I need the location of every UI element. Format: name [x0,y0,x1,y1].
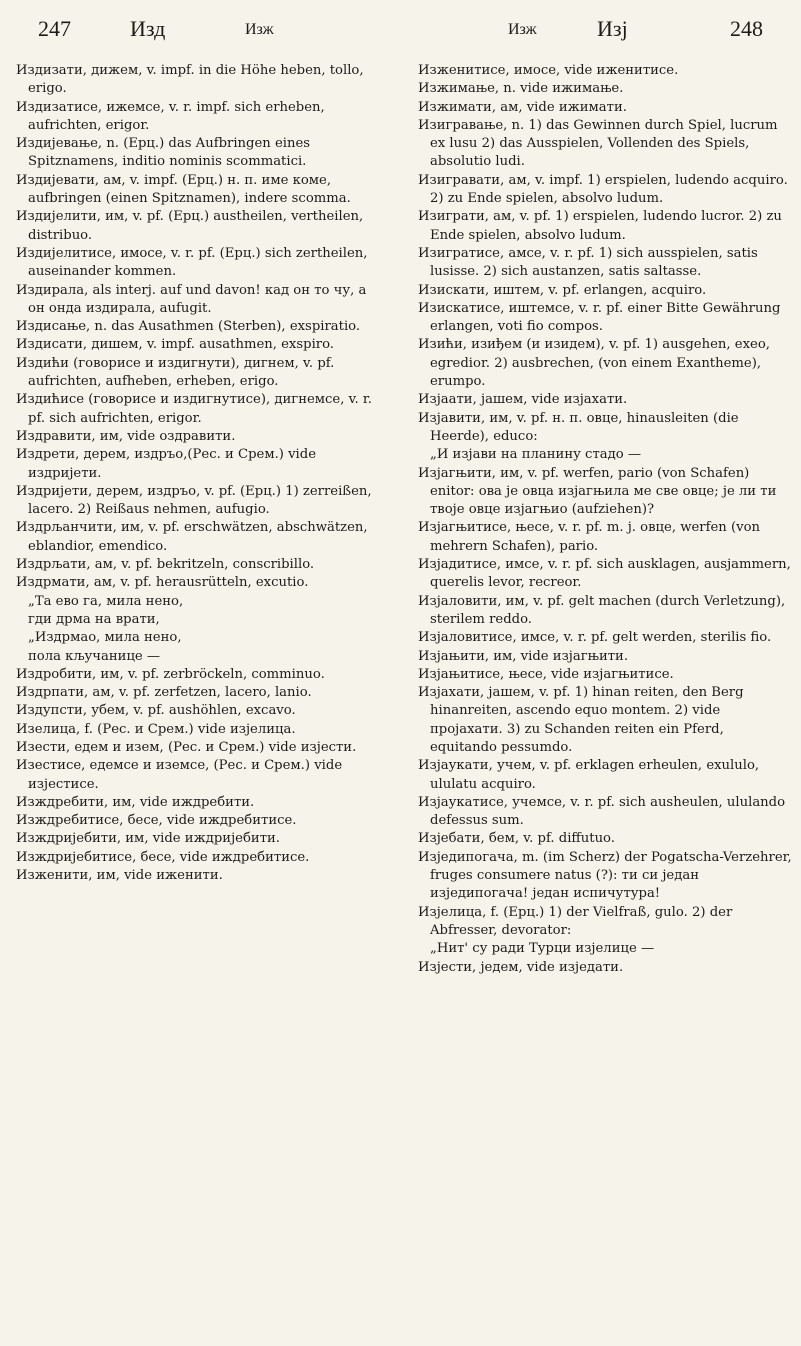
dictionary-entry: Издупсти, убем, v. pf. aushöhlen, excavo. [16,703,296,719]
dictionary-entry: Издићи (говорисе и издигнути), дигнем, v. pf. aufrichten, aufheben, erheben, erigo. [16,355,335,390]
dictionary-entry: Издробити, им, v. pf. zerbröckeln, comminuo. [16,666,325,682]
dictionary-entry: гди дрма на врати, [28,611,160,627]
dictionary-entry: Изјаукатисе, учемсе, v. r. pf. sich ausheulen, ululando defessus sum. [418,794,786,829]
dictionary-entry: Издрљанчити, им, v. pf. erschwätzen, abschwätzen, eblandior, emendico. [16,520,368,554]
dictionary-entry: Изискати, иштем, v. pf. erlangen, acquiro. [418,282,707,298]
dictionary-entry: „И изјави на планину стадо — [430,447,642,463]
dictionary-entry: „Та ево га, мила нено, [28,593,184,609]
dictionary-entry: Изждребитисе, бесе, vide иждребитисе. [16,813,297,829]
dictionary-entry: Издрљати, ам, v. pf. bekritzeln, conscribillo. [16,557,315,573]
dictionary-entry: Изједипогача, m. (im Scherz) der Pogatscha-Verzehrer, fruges consumere natus (?): ти си један изједипогача! један испичутура! [418,849,792,902]
dictionary-entry: Издисати, дишем, v. impf. ausathmen, exspiro. [16,337,334,353]
dictionary-entry: „Издрмао, мила нено, [28,630,182,646]
dictionary-entry: Изјадитисе, имсе, v. r. pf. sich ausklagen, ausjammern, querelis levor, recreor. [418,557,791,591]
dictionary-entry: Издисање, n. das Ausathmen (Sterben), exspiratio. [16,319,361,335]
dictionary-entry: Изјавити, им, v. pf. н. п. овце, hinausleiten (die Heerde), educo: [418,410,739,444]
dictionary-entry: Изјести, једем, vide изједати. [418,959,624,975]
dictionary-entry: Изјаукати, учем, v. pf. erklagen erheulen, exululo, ululatu acquiro. [418,758,760,792]
guide-word-right-2: Изј [597,16,628,41]
dictionary-entry: Издићисе (говорисе и издигнутисе), дигнемсе, v. r. pf. sich aufrichten, erigor. [16,392,372,426]
guide-word-left-2: Изж [245,21,274,38]
dictionary-entry: Изждребити, им, vide иждребити. [16,794,255,810]
dictionary-entry: Изждријебитисе, бесе, vide иждребитисе. [16,849,310,865]
guide-word-right-1: Изж [508,21,537,38]
dictionary-entry: Издијелитисе, имосе, v. r. pf. (Ерц.) sich zertheilen, auseinander kommen. [16,245,368,280]
dictionary-entry: Издравити, им, vide оздравити. [16,428,236,444]
dictionary-entry: Изјахати, јашем, v. pf. 1) hinan reiten, den Berg hinanreiten, ascendo equo montem. 2) vide пројахати. 3) zu Schanden reiten ein Pferd, equitando pessumdo. [418,685,744,755]
dictionary-entry: Изигравати, ам, v. impf. 1) erspielen, ludendo acquiro. 2) zu Ende spielen, absolvo ludum. [418,172,788,207]
dictionary-entry: Изелица, f. (Рес. и Срем.) vide изјелица. [16,721,296,737]
dictionary-entry: Изјањитисе, њесе, vide изјагњитисе. [418,666,674,682]
dictionary-entry: Изјелица, f. (Ерц.) 1) der Vielfraß, gulo. 2) der Abfresser, devorator: [418,904,733,938]
dictionary-entry: Изести, едем и изем, (Рес. и Срем.) vide изјести. [16,739,357,755]
dictionary-entry: Издрпати, ам, v. pf. zerfetzen, lacero, lanio. [16,685,312,701]
dictionary-entry: Изјебати, бем, v. pf. diffutuo. [418,831,615,847]
dictionary-entry: Издизатисе, ижемсе, v. r. impf. sich erheben, aufrichten, erigor. [16,99,325,133]
dictionary-entry: „Нит' су ради Турци изјелице — [430,941,655,957]
dictionary-entry: Издијелити, им, v. pf. (Ерц.) austheilen, vertheilen, distribuo. [16,209,364,243]
dictionary-entry: пола кључанице — [28,648,161,664]
dictionary-entry: Изигратисе, амсе, v. r. pf. 1) sich ausspielen, satis lusisse. 2) sich austanzen, satis saltasse. [418,245,758,280]
dictionary-entry: Изискатисе, иштемсе, v. r. pf. einer Bitte Gewährung erlangen, voti fio compos. [418,300,781,335]
right-column [416,62,794,1342]
dictionary-entry: Изићи, изиђем (и изидем), v. pf. 1) ausgehen, exeo, egredior. 2) ausbrechen, (von einem Exantheme), erumpo. [418,337,770,390]
dictionary-entry: Издријети, дерем, издръо, v. pf. (Ерц.) 1) zerreißen, lacero. 2) Reißaus nehmen, aufugio. [16,483,372,518]
dictionary-entry: Издирала, als interj. auf und davon! кад он то чу, а он онда издирала, aufugit. [16,282,367,316]
dictionary-entry: Изиграти, ам, v. pf. 1) erspielen, ludendo lucror. 2) zu Ende spielen, absolvo ludum. [418,209,782,243]
dictionary-entry: Изжимати, ам, vide ижимати. [418,99,627,115]
dictionary-entry: Изјаати, јашем, vide изјахати. [418,392,628,408]
dictionary-entry: Издијевати, ам, v. impf. (Ерц.) н. п. име коме, aufbringen (einen Spitznamen), indere scomma. [16,172,351,207]
dictionary-entry: Изјагњити, им, v. pf. werfen, pario (von Schafen) enitor: ова је овца изјагњила ме све овце; је ли ти твоје овце изјагњио (aufziehen)? [418,465,777,518]
dictionary-entry: Изжимање, n. vide ижимање. [418,81,624,97]
dictionary-entry: Изженитисе, имосе, vide иженитисе. [418,63,679,78]
page-number-left: 247 [38,16,71,41]
dictionary-entry: Изјаловитисе, имсе, v. r. pf. gelt werden, sterilis fio. [418,630,772,646]
dictionary-entry: Изјагњитисе, њесе, v. r. pf. m. j. овце, werfen (von mehrern Schafen), pario. [418,520,761,554]
dictionary-entry: Изјањити, им, vide изјагњити. [418,648,629,664]
dictionary-entry: Изженити, им, vide иженити. [16,868,223,884]
dictionary-entry: Издрети, дерем, издръо,(Рес. и Срем.) vide издријети. [16,447,317,481]
guide-word-left-1: Изд [130,16,166,41]
dictionary-entry: Изждријебити, им, vide иждријебити. [16,831,280,847]
dictionary-entry: Издрмати, ам, v. pf. herausrütteln, excutio. [16,575,309,591]
page-header [0,6,801,52]
dictionary-entry: Изјаловити, им, v. pf. gelt machen (durch Verletzung), sterilem reddo. [418,593,786,627]
dictionary-entry: Издијевање, n. (Ерц.) das Aufbringen eines Spitznamens, inditio nominis scommatici. [16,136,311,170]
left-column [14,62,386,1342]
dictionary-entry: Издизати, дижем, v. impf. in die Höhe heben, tollo, erigo. [16,63,364,97]
dictionary-entry: Изигравање, n. 1) das Gewinnen durch Spiel, lucrum ex lusu 2) das Ausspielen, Vollenden des Spiels, absolutio ludi. [418,117,778,170]
dictionary-entry: Изестисе, едемсе и иземсе, (Рес. и Срем.) vide изјестисе. [16,758,343,792]
page-number-right: 248 [730,16,763,41]
